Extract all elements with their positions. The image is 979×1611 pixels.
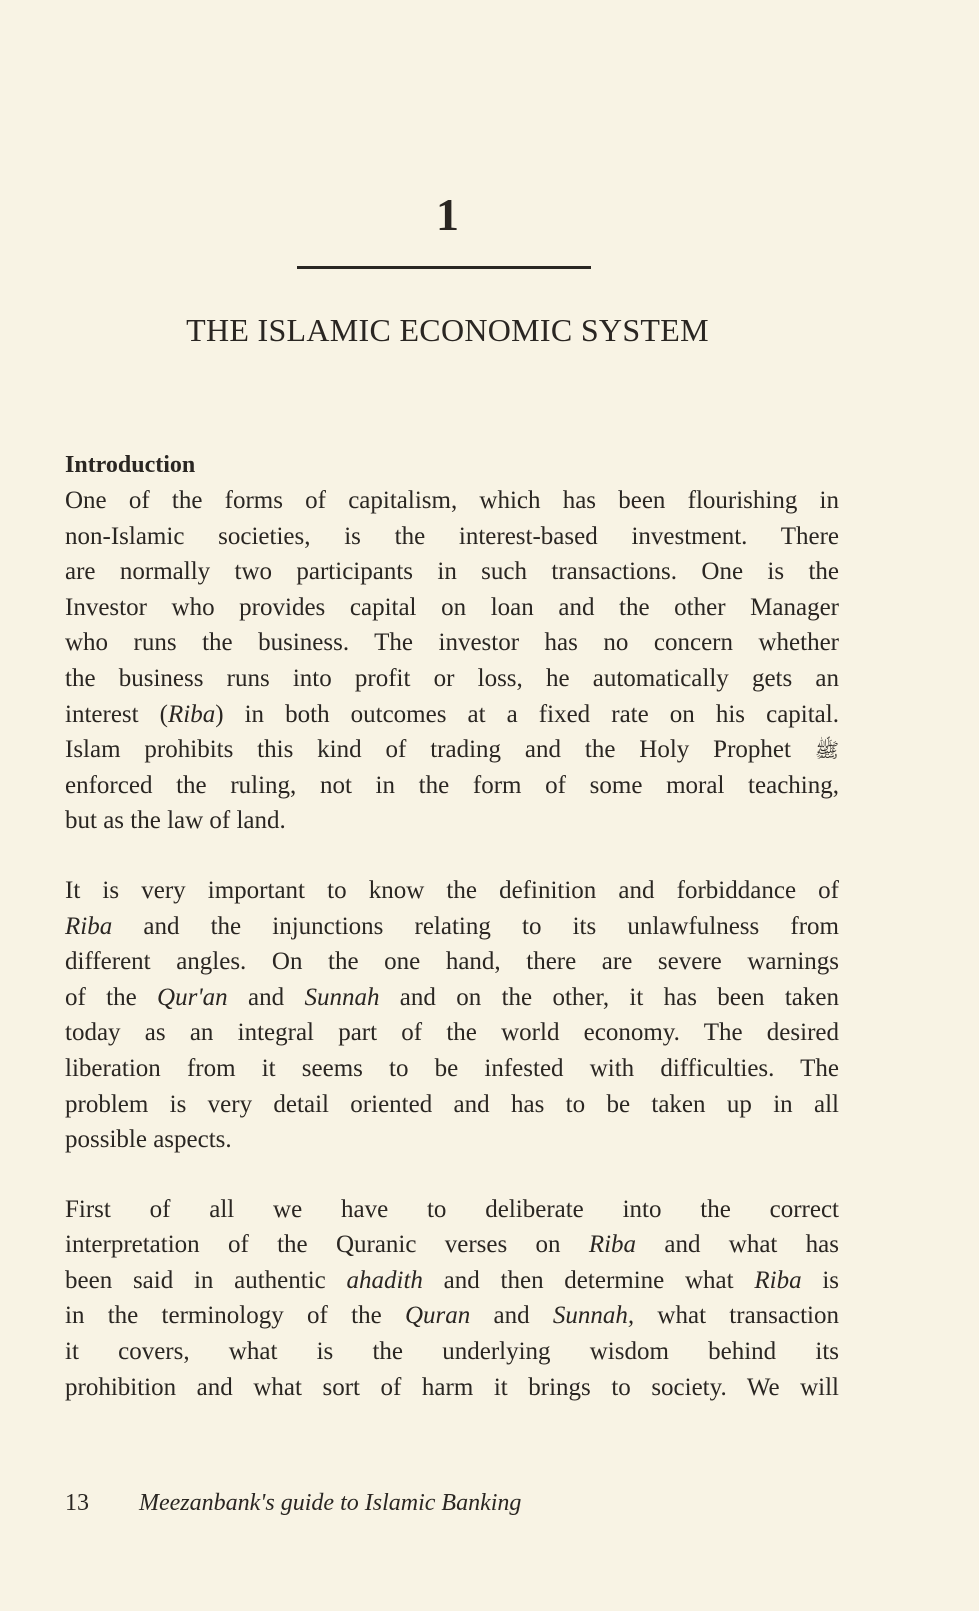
text-segment: it covers, what is the underlying wisdom behind its [65,1338,839,1366]
text-segment: It is very important to know the definition and forbiddance of [65,876,839,904]
text-segment: and [227,983,305,1011]
text-line [65,554,839,590]
text-line [65,1298,839,1334]
text-line [65,768,839,804]
italic-term: Riba [167,700,216,728]
text-line [65,1263,839,1299]
italic-term: Sunnah, [552,1302,635,1330]
text-segment: ) in both outcomes at a fixed rate on his capital. [215,700,839,728]
text-segment: but as the law of land. [65,807,286,835]
text-line [65,873,839,909]
text-line [65,1087,839,1123]
chapter-number: 1 [436,189,459,240]
text-segment: prohibition and what sort of harm it brings to society. We will [65,1373,839,1401]
text-segment: the business runs into profit or loss, he automatically gets an [65,664,839,692]
text-line [65,1122,839,1158]
italic-term: Riba [588,1231,637,1259]
section-heading: Introduction [65,452,196,478]
text-line [65,625,839,661]
text-segment: First of all we have to deliberate into the correct [65,1195,839,1223]
text-segment: interpretation of the Quranic verses on [65,1231,589,1259]
text-segment: in the terminology of the [65,1302,405,1330]
text-segment: Islam prohibits this kind of trading and the Holy Prophet [65,736,815,764]
italic-term: Riba [65,912,113,940]
paragraph [65,873,839,1158]
text-line [65,1015,839,1051]
text-segment: and the injunctions relating to its unlawfulness from [112,912,839,940]
text-line [65,944,839,980]
text-segment: of the [65,983,158,1011]
text-segment: and what has [636,1231,839,1259]
text-line [65,697,839,733]
italic-term: ahadith [346,1266,423,1294]
text-segment: and on the other, it has been taken [379,983,839,1011]
text-line [65,590,839,626]
text-segment: and then determine what [422,1266,755,1294]
paragraph [65,1192,839,1406]
page-number: 13 [65,1490,89,1516]
italic-term: Qur'an [157,983,228,1011]
text-line [65,1051,839,1087]
chapter-title: THE ISLAMIC ECONOMIC SYSTEM [186,312,709,348]
text-line [65,732,839,768]
body-text [65,447,839,1439]
text-segment: and [470,1302,553,1330]
text-segment: are normally two participants in such transactions. One is the [65,558,839,586]
text-segment: enforced the ruling, not in the form of some moral teaching, [65,771,839,799]
text-line [65,1334,839,1370]
text-segment: interest ( [65,700,168,728]
text-segment: what transaction [634,1302,839,1330]
text-segment: liberation from it seems to be infested with difficulties. The [65,1054,839,1082]
italic-term: Quran [404,1302,471,1330]
text-line [65,483,839,519]
page-footer [65,1490,521,1517]
book-title: Meezanbank's guide to Islamic Banking [139,1490,522,1516]
text-segment: today as an integral part of the world economy. The desired [65,1019,839,1047]
text-segment: One of the forms of capitalism, which has been flourishing in [65,487,839,514]
text-segment: different angles. On the one hand, there are severe warnings [65,948,839,976]
text-segment: Investor who provides capital on loan and the other Manager [65,593,839,621]
text-line [65,1370,839,1406]
text-line [65,661,839,697]
italic-term: Riba [754,1266,802,1294]
text-segment: problem is very detail oriented and has to be taken up in all [65,1090,839,1118]
text-line [65,909,839,945]
text-line [65,1227,839,1263]
text-line [65,1192,839,1228]
paragraphs [65,483,839,1405]
text-line [65,803,839,839]
italic-term: Sunnah [304,983,380,1011]
text-segment: possible aspects. [65,1126,232,1154]
text-line [65,519,839,555]
text-segment: been said in authentic [65,1266,347,1294]
text-line [65,980,839,1016]
paragraph [65,483,839,839]
honorific-glyph: ﷺ [814,738,839,763]
text-segment: who runs the business. The investor has no concern whether [65,629,839,657]
text-segment: is [801,1266,839,1294]
chapter-rule [297,266,591,269]
text-segment: non-Islamic societies, is the interest-based investment. There [65,522,839,550]
